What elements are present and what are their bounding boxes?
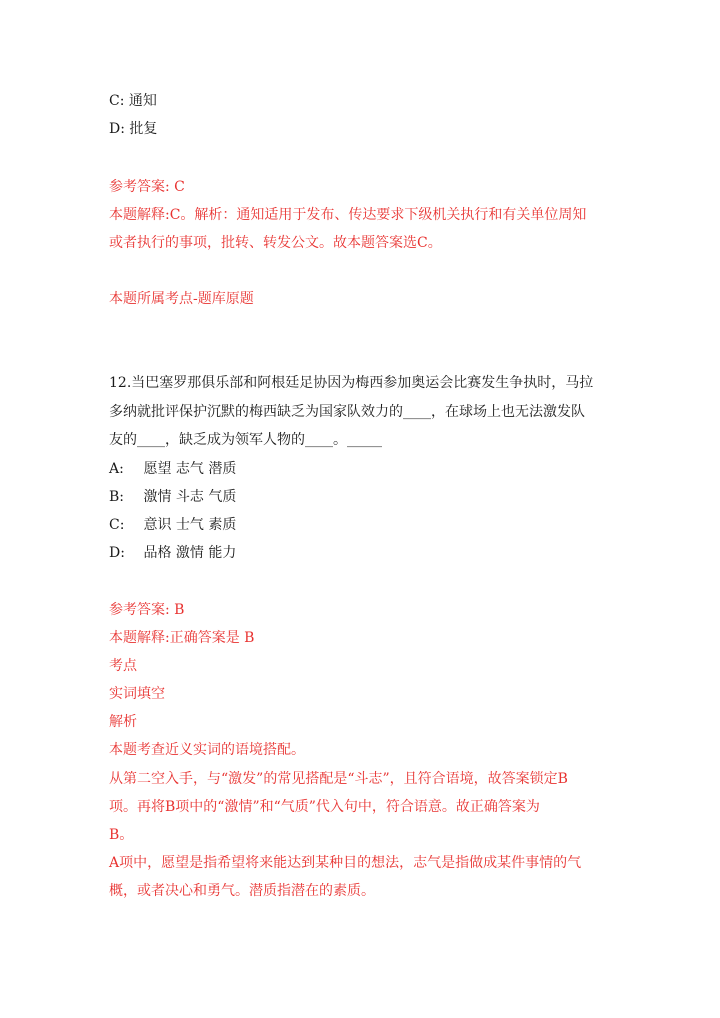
explanation-line-1: 本题解释:正确答案是 B: [109, 630, 255, 646]
prev-explanation-line-2: 或者执行的事项，批转、转发公文。故本题答案选C。: [109, 235, 442, 251]
option-d: D: 品格 激情 能力: [109, 545, 237, 561]
prev-option-d: D: 批复: [109, 121, 158, 137]
prev-explanation-line-1: 本题解释:C。解析：通知适用于发布、传达要求下级机关执行和有关单位周知: [109, 207, 587, 223]
prev-option-c: C: 通知: [109, 93, 157, 109]
explanation-line-8: B。: [109, 827, 134, 843]
explanation-line-6: 从第二空入手，与“激发”的常见搭配是“斗志”，且符合语境，故答案锁定B: [109, 771, 568, 787]
explanation-line-10: 概，或者决心和勇气。潜质指潜在的素质。: [109, 883, 375, 899]
option-b: B: 激情 斗志 气质: [109, 489, 237, 505]
explanation-line-5: 本题考查近义实词的语境搭配。: [109, 742, 305, 758]
explanation-line-2: 考点: [109, 658, 137, 674]
explanation-line-3: 实词填空: [109, 686, 165, 702]
option-c: C: 意识 士气 素质: [109, 517, 237, 533]
explanation-line-4: 解析: [109, 714, 137, 730]
question-stem-line-3: 友的____，缺乏成为领军人物的____。_____: [109, 432, 382, 448]
explanation-line-7: 项。再将B项中的“激情”和“气质”代入句中，符合语意。故正确答案为: [109, 799, 540, 815]
question-stem-line-1: 12.当巴塞罗那俱乐部和阿根廷足协因为梅西参加奥运会比赛发生争执时，马拉: [109, 375, 594, 391]
option-a: A: 愿望 志气 潜质: [109, 461, 237, 477]
prev-source: 本题所属考点-题库原题: [109, 291, 254, 307]
question-stem-line-2: 多纳就批评保护沉默的梅西缺乏为国家队效力的____，在球场上也无法激发队: [109, 404, 585, 420]
prev-answer: 参考答案: C: [109, 179, 185, 195]
explanation-line-9: A项中，愿望是指希望将来能达到某种目的想法，志气是指做成某件事情的气: [109, 855, 582, 871]
answer: 参考答案: B: [109, 602, 185, 618]
